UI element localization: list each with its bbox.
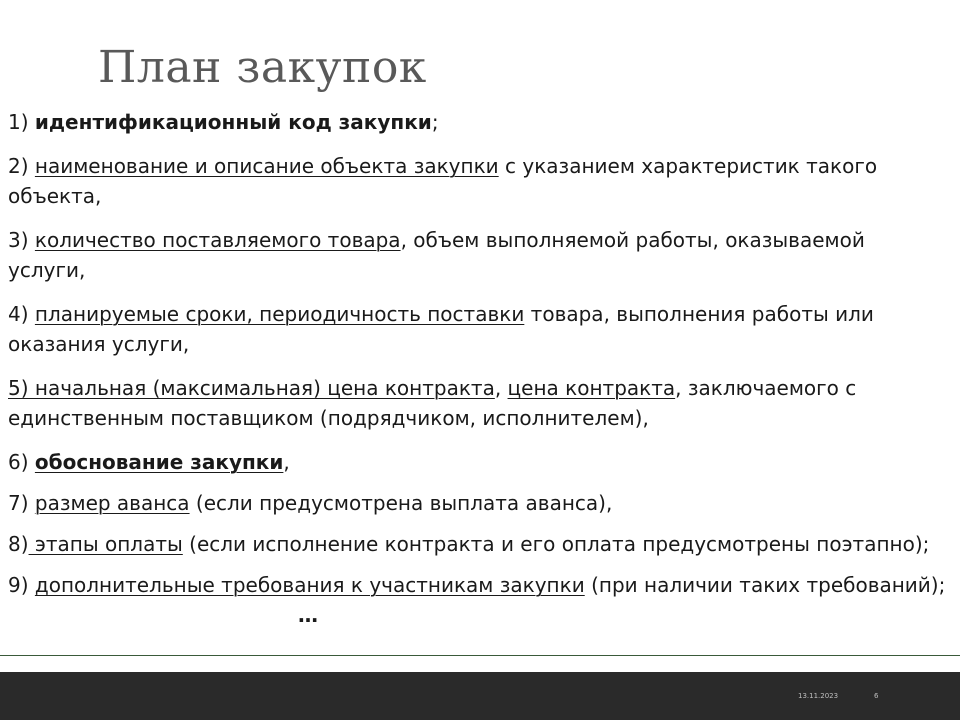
requirements-list: [8, 107, 948, 644]
footer-divider: [0, 655, 960, 656]
item-number: 7): [8, 491, 29, 515]
footer-date: 13.11.2023: [798, 692, 839, 700]
item-number: 9): [8, 573, 29, 597]
item-key-term: обоснование закупки: [34, 450, 284, 474]
item-number: 2): [8, 154, 29, 178]
item-number: 6): [8, 450, 29, 474]
list-item: [8, 107, 948, 137]
list-item: [8, 529, 948, 559]
item-key-term: цена контракта: [507, 376, 676, 400]
ellipsis: …: [298, 603, 318, 627]
list-item: [8, 373, 948, 433]
item-number: 1): [8, 110, 29, 134]
item-key-term: идентификационный код закупки: [34, 110, 432, 134]
item-key-term: дополнительные требования к участникам закупки: [34, 573, 585, 597]
item-text: ;: [431, 110, 439, 134]
item-text: товара, выполнения работы или оказания услуги,: [8, 302, 874, 356]
item-key-term: планируемые сроки, периодичность поставки: [34, 302, 525, 326]
item-text: (при наличии таких требований);: [584, 573, 946, 597]
item-key-term: наименование и описание объекта закупки: [34, 154, 499, 178]
item-separator: ,: [494, 376, 508, 400]
item-key-term: этапы оплаты: [28, 532, 183, 556]
list-item: [8, 570, 948, 630]
item-text: , объем выполняемой работы, оказываемой услуги,: [8, 228, 865, 282]
slide-number: 6: [874, 692, 879, 700]
list-item: [8, 225, 948, 285]
item-text: (если исполнение контракта и его оплата предусмотрены поэтапно);: [182, 532, 930, 556]
item-number: 8): [8, 532, 29, 556]
item-number: 4): [8, 302, 29, 326]
item-text: , заключаемого с единственным поставщиком (подрядчиком, исполнителем),: [8, 376, 857, 430]
list-item: [8, 447, 948, 477]
item-text: с указанием характеристик такого объекта,: [8, 154, 878, 208]
slide-title: План закупок: [98, 42, 427, 93]
list-item: [8, 488, 948, 518]
item-text: ,: [283, 450, 290, 474]
item-key-term: количество поставляемого товара: [34, 228, 401, 252]
list-item: [8, 299, 948, 359]
item-text: (если предусмотрена выплата аванса),: [189, 491, 613, 515]
item-number: 3): [8, 228, 29, 252]
item-key-term: 5) начальная (максимальная) цена контракта: [8, 376, 495, 400]
item-key-term: размер аванса: [34, 491, 190, 515]
list-item: [8, 151, 948, 211]
